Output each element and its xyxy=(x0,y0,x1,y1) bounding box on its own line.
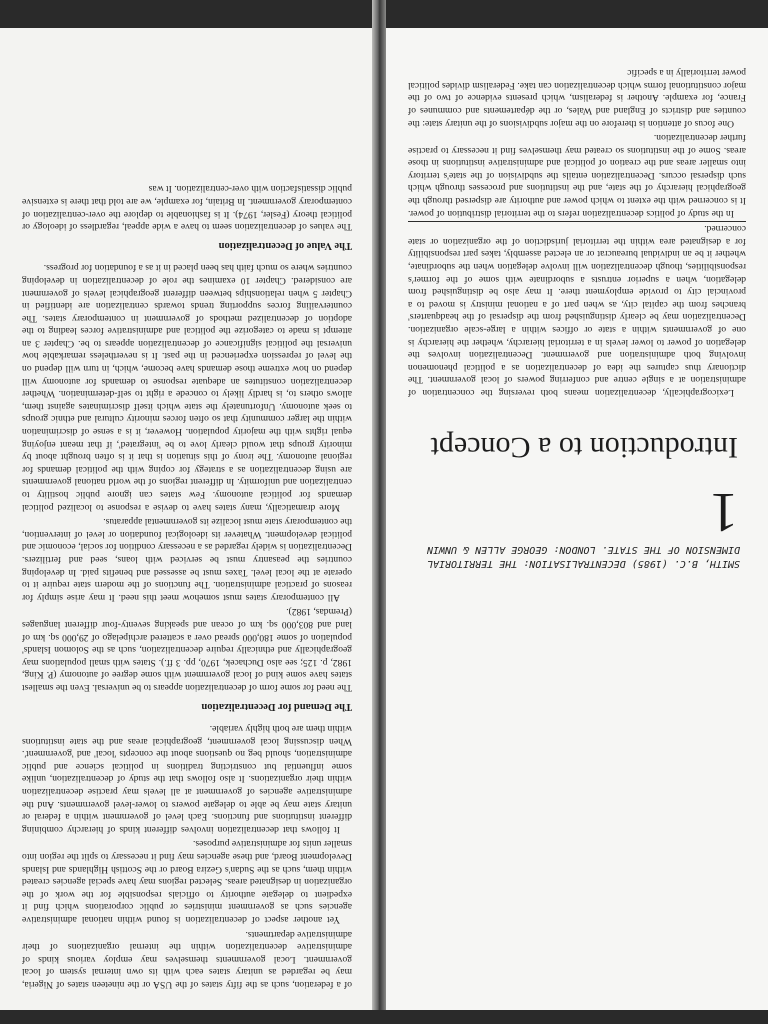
demand-paragraph-1: The need for some form of decentralization appears to be universal. Even the smallest states have some kind of local government with some degree of autonomy (P. King, 1982, p. 125; see also Duchacek, 1970, pp. 3 ff.). States with small populations may geographically and ethnically require decentralization, such as the Solomon Islands' population of some 180,000 spread over a scattered archipelago of 29,000 sq. km of land and 803,000 sq. km of ocean and speaking seventy-four different languages (Premdas, 1982). xyxy=(22,606,352,693)
book-spine xyxy=(372,0,386,1024)
demand-paragraph-2: All contemporary states must somehow meet this need. It may arise simply for reasons of practical administration. The functions of the modern state require it to operate at the local level. Taxes must be assessed and benefits paid. In developing countries the peasantry must be serviced with loans, seed and fertilizers. Decentralization is widely regarded as a necessary condition for social, economic and political development. Whatever its ideological foundation or level of intervention, the contemporary state must localize its governmental apparatus. xyxy=(22,516,352,603)
left-intro-paragraph-3: It follows that decentralization involves different kinds of hierarchy combining different institutions and functions. Each level of government within a federal or unitary state may be able to delegate powers to lower-level governments. And the administrative agencies of government at all levels may practise decentralization within their organizations. It also follows that the study of decentralization, unlike some influential but constricting traditions in political science and public administration, should beg no questions about the concepts 'local' and 'government'. When discussing local government, geographical areas and the state institutions within them are both highly variable. xyxy=(22,723,352,835)
heading-demand: The Demand for Decentralization xyxy=(201,700,352,712)
heading-value: The Value of Decentralization xyxy=(218,239,352,251)
right-page xyxy=(386,28,768,1010)
left-page-body xyxy=(22,180,352,990)
left-intro-paragraph-1: of a federation, such as the fifty states of the USA or the nineteen states of Nigeria, may be regarded as unitary states each with its own internal system of local government. Local governments themselves may employ various kinds of administrative decentralization within the internal organizations of their administrative departments. xyxy=(22,928,352,990)
right-paragraph-3: One focus of attention is therefore on the major subdivisions of the unitary state: the counties and districts of England and Wales, or the départements and communes of France, for example. Another is federalism, which presents evidence of two of the major constitutional forms which decentralization can take. Federalism divides political power territorially in a specific xyxy=(408,67,746,129)
right-paragraph-2: In the study of politics decentralization refers to the territorial distribution of power. It is concerned with the extent to which power and authority are dispersed through the geographical hierarchy of the state, and the institutions and processes through which such dispersal occurs. Decentralization entails the subdivision of the state's territory into smaller areas and the creation of political and administrative institutions in those areas. Some of the institutions so created may themselves find it necessary to practise further decentralization. xyxy=(408,132,746,219)
right-paragraph-1: Lexicographically, decentralization means both reversing the concentration of administration at a single centre and conferring powers of local government. The dictionary thus captures the idea of decentralization as a political phenomenon involving both administration and government. Decentralization involves the delegation of power to lower levels in a territorial hierarchy, whether the hierarchy is one of governments within a state or offices within a large-scale organization. Decentralization may be clearly distinguished from the dispersal of the headquarters' branches from the capital city, as when part of a national ministry is moved to a provincial city to provide employment there. It may also be distinguished from delegation, when a superior entrusts a subordinate with some of the former's responsibilities, though decentralization will involve delegation when the subordinate, whether it be an individual bureaucrat or an elected assembly, takes part responsibility for a designated area within the territorial jurisdiction of the organization or state concerned. xyxy=(408,221,746,398)
chapter-number: 1 xyxy=(710,481,738,543)
value-paragraph-1: The values of decentralization seem to have a wide appeal, regardless of ideology or political theory (Fesler, 1974). It is fashionable to deplore the over-centralization of contemporary government. In Britain, for example, we are told that there is extensive public dissatisfaction with over-centralization. It was xyxy=(22,183,352,233)
chapter-title: Introduction to a Concept xyxy=(430,431,738,464)
handwritten-citation xyxy=(410,542,740,570)
right-page-body xyxy=(408,64,746,398)
handwritten-line-2: DIMENSION OF THE STATE. LONDON: GEORGE ALLEN & UNWIN xyxy=(426,544,740,555)
demand-paragraph-3: More dramatically, many states have to devise a response to localized political demands for political autonomy. Few states can ignore public hostility to centralization and uniformity. In different regions of the world national governments are using decentralization as a strategy for coping with the political demands for regional autonomy. The irony of this situation is that it is often brought about by minority groups that would clearly love to be 'integrated', if that meant enjoying equal rights with the majority population. However, it is a sense of discrimination within the larger community that so often forces minority cultural and ethnic groups to seek autonomy. Unfortunately the state which itself discriminates against them, allows others to, is hardly likely to concede a right to self-determination. Whether decentralization constitutes an adequate response to demands for autonomy will depend on how extreme those demands have become, which, in turn will depend on the level of repression experienced in the past. It is nevertheless remarkable how universal the political significance of decentralization appears to be. Chapter 3 an attempt is made to categorize the political and administrative forces leading to the adoption of decentralized methods of government in contemporary states. The countervailing forces supporting trends towards centralization are identified in Chapter 5 when relationships between different geographical levels of government are considered. Chapter 10 examines the role of decentralization in developing countries where so much faith has been placed in it as a foundation for progress. xyxy=(22,262,352,513)
handwritten-line-1: SMITH, B.C. (1985) DECENTRALISATION: THE TERRITORIAL xyxy=(426,558,740,569)
left-page xyxy=(0,28,372,1010)
left-intro-paragraph-2: Yet another aspect of decentralization is found within national administrative agencies such as government ministries or public corporations which find it expedient to delegate authority to officials responsible for the work of the organization in designated areas. Selected regions may have special agencies created within them, such as the Sudan's Gezira Board or the Scottish Highlands and Islands Development Board, and these agencies may find it necessary to split the region into smaller units for administrative purposes. xyxy=(22,838,352,926)
scanner-edge-bottom xyxy=(0,1010,768,1024)
